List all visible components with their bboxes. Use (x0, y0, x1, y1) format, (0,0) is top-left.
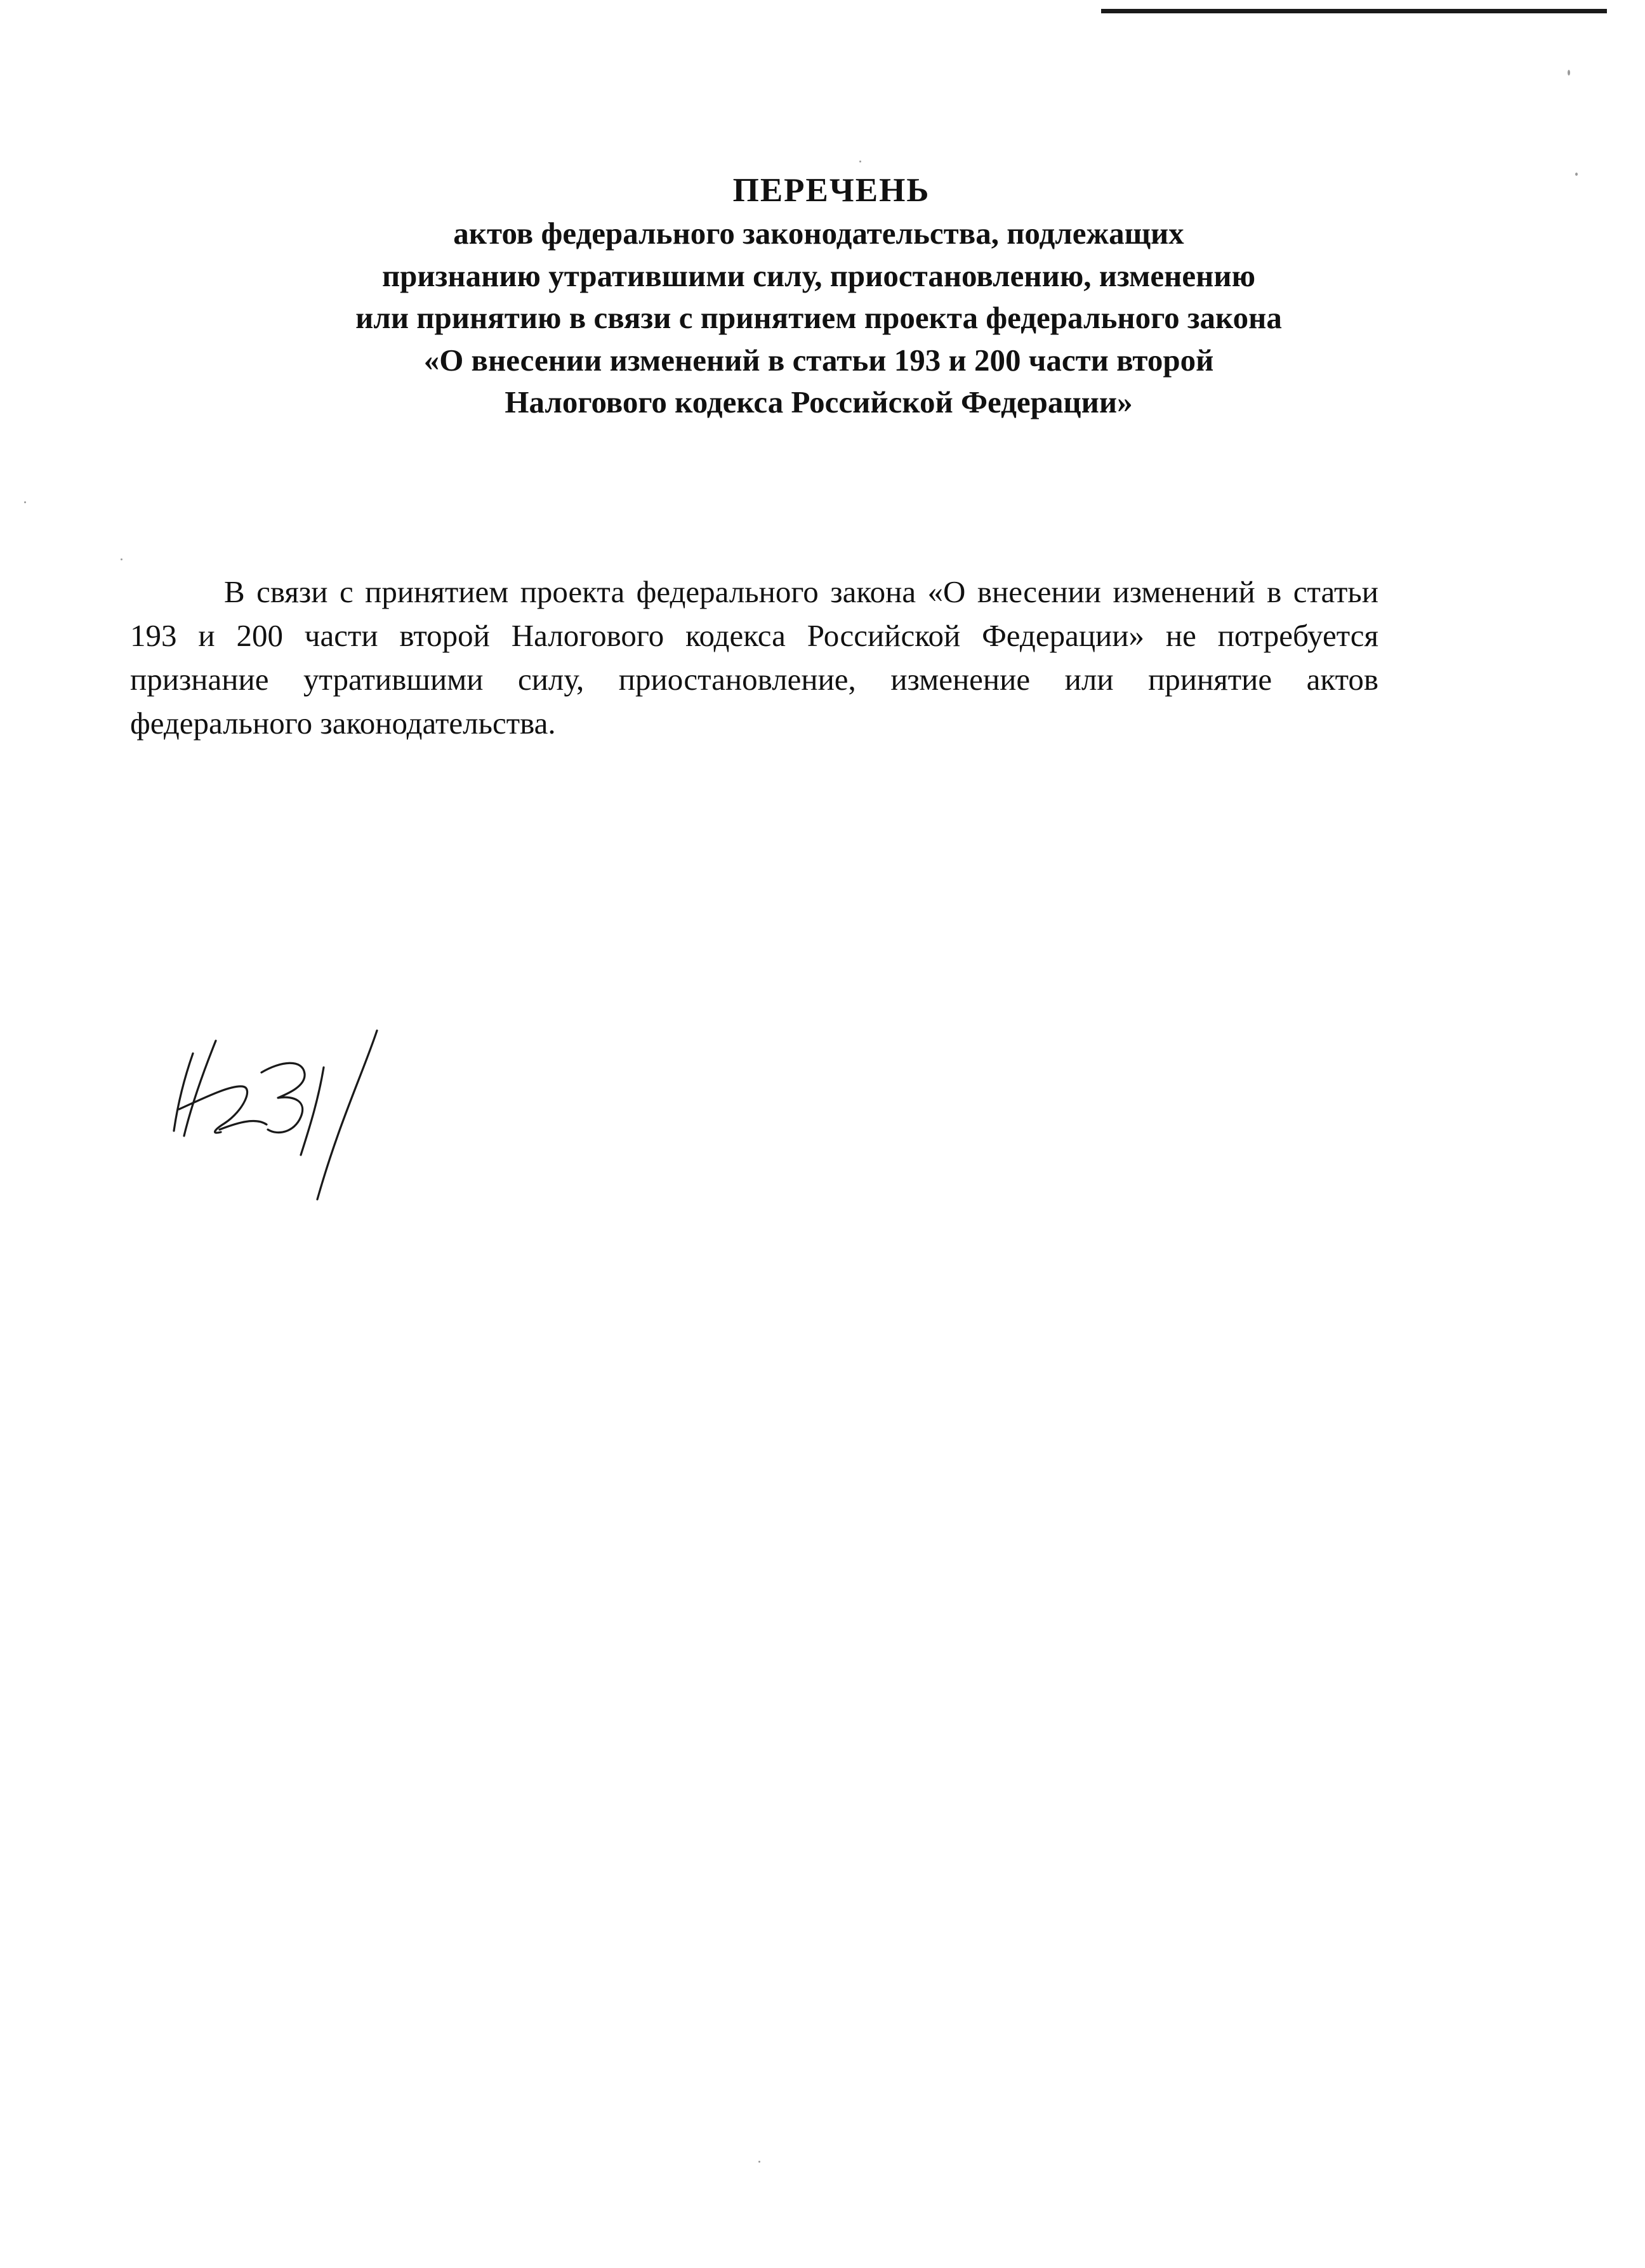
scan-speck (758, 2161, 760, 2163)
scan-speck (121, 558, 122, 560)
handwritten-signature (166, 1028, 395, 1206)
scan-speck (1575, 173, 1578, 176)
subtitle-line-1: актов федерального законодательства, подлежащих (453, 216, 1184, 251)
scan-speck (1568, 70, 1570, 76)
document-header (127, 168, 1510, 424)
scan-speck (859, 161, 861, 162)
document-title: ПЕРЕЧЕНЬ (732, 172, 930, 209)
body-paragraph: В связи с принятием проекта федерального закона «О внесении изменений в статьи 193 и 200 части второй Налогового кодекса Российской Федерации» не потребуется признание утратившими силу, приостановление, изменение или принятие актов федерального законодательства. (130, 574, 1378, 741)
subtitle-line-2: признанию утратившими силу, приостановлению, изменению (381, 258, 1256, 293)
subtitle-line-4: «О внесении изменений в статьи 193 и 200 части второй (423, 342, 1214, 378)
scan-speck (24, 501, 26, 503)
subtitle-line-5: Налогового кодекса Российской Федерации» (505, 385, 1133, 419)
subtitle-line-3: или принятию в связи с принятием проекта федерального закона (355, 300, 1282, 335)
top-scan-rule (1101, 9, 1607, 13)
body-paragraph-block (130, 570, 1378, 745)
